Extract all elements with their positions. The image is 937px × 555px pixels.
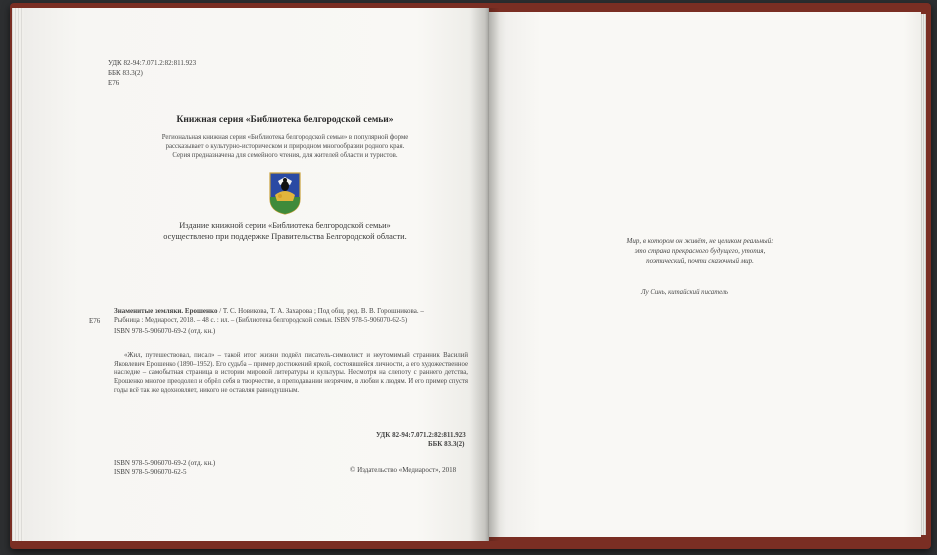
funding-line: Издание книжной серии «Библиотека белгородской семьи»: [179, 221, 391, 230]
right-page: [489, 12, 921, 537]
isbn-line: ISBN 978-5-906070-69-2 (отд. кн.): [114, 459, 216, 467]
series-title: Книжная серия «Библиотека белгородской семьи»: [176, 115, 394, 125]
bbk-top: ББК 83.3(2): [108, 69, 143, 77]
copyright: © Издательство «Медиарост», 2018: [350, 466, 457, 474]
epigraph-line: это страна прекрасного будущего, утопия,: [634, 247, 766, 255]
code-top: Е76: [108, 79, 120, 87]
left-page: [12, 8, 489, 541]
catalog-code: Е76: [89, 317, 101, 325]
catalog-line1: Знаменитые земляки. Ерошенко / Т. С. Новикова, Т. А. Захарова ; Под общ. ред. В. В. Горошникова. –: [114, 307, 424, 315]
catalog-line2: Рыбница : Медиарост, 2018. – 48 с. : ил. – (Библиотека белгородской семьи. ISBN 978-5-906070-62-5): [114, 317, 408, 324]
bbk-bottom: ББК 83.3(2): [428, 440, 465, 448]
epigraph-line: Мир, в котором он живёт, не целиком реальный:: [626, 237, 774, 245]
catalog-line3: ISBN 978-5-906070-69-2 (отд. кн.): [114, 327, 216, 335]
udk-bottom: УДК 82-94:7.071.2:82:811.923: [376, 431, 466, 439]
series-description-line: Региональная книжная серия «Библиотека белгородской семьи» в популярной форме: [161, 134, 409, 141]
isbn-line: ISBN 978-5-906070-62-5: [114, 468, 187, 476]
epigraph-author: Лу Синь, китайский писатель: [641, 289, 729, 296]
series-description-line: рассказывает о культурно-историческом и природном многообразии родного края.: [165, 143, 405, 150]
udk-top: УДК 82-94:7.071.2:82:811.923: [108, 59, 197, 67]
left-page-edges: [12, 8, 24, 541]
funding-line: осуществлено при поддержке Правительства Белгородской области.: [163, 232, 407, 241]
series-description-line: Серия предназначена для семейного чтения, для жителей области и туристов.: [172, 152, 398, 159]
annotation-paragraph: «Жил, путешествовал, писал» – такой итог жизни подвёл писатель-символист и неутомимый странник Василий Яковлевич Ерошенко (1890–1952). Его судьба – пример достижений яркой, состоявшейся личности, а его художественное наследие – самобытная страница в истории мировой литературы и культуры. Несмотря на слепоту с раннего детства, Ерошенко многое преодолел и обрёл себя в творчестве, в преподавании незрячим, в любви к людям. И его пример спустя годы всё так же вдохновляет, никого не оставляя равнодушным.: [114, 352, 468, 394]
epigraph-line: поэтический, почти сказочный мир.: [646, 257, 754, 265]
right-page-edges: [921, 14, 926, 535]
belgorod-coat-of-arms-icon: [268, 171, 302, 215]
